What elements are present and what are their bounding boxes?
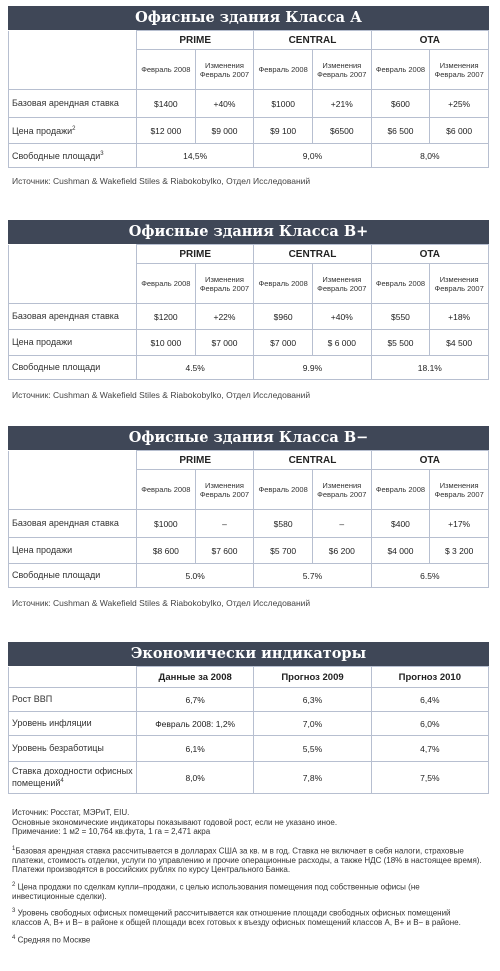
cell: 8,0%: [371, 144, 488, 168]
col-header: Прогноз 2010: [371, 667, 488, 688]
row-label: Базовая арендная ставка: [9, 510, 137, 538]
class-b-plus-title: Офисные здания Класса В+: [8, 220, 489, 244]
market-central: CENTRAL: [254, 245, 371, 264]
source-note: Источник: Cushman & Wakefield Stiles & Riabokobylko, Отдел Исследований: [12, 176, 311, 186]
col-feb: Февраль 2008: [137, 264, 196, 304]
table-row: [9, 736, 489, 762]
source-note: Источник: Cushman & Wakefield Stiles & Riabokobylko, Отдел Исследований: [12, 390, 311, 400]
table-row: [9, 564, 489, 588]
table-row: [9, 118, 489, 144]
table-row: [9, 510, 489, 538]
table-row: [9, 538, 489, 564]
col-change: Изменения Февраль 2007: [312, 470, 371, 510]
economic-indicators-table: [8, 642, 489, 794]
cell: +40%: [312, 304, 371, 330]
cell: $6 000: [430, 118, 489, 144]
cell: 18.1%: [371, 356, 488, 380]
footnote-mark: 4: [60, 777, 64, 784]
row-label-text: Свободные площади: [12, 150, 101, 161]
cell: 14,5%: [137, 144, 254, 168]
cell: $5 500: [371, 330, 430, 356]
table-row: [9, 356, 489, 380]
col-header: Прогноз 2009: [254, 667, 371, 688]
cell: 9.9%: [254, 356, 371, 380]
cell: Февраль 2008: 1,2%: [137, 712, 254, 736]
cell: $12 000: [137, 118, 196, 144]
cell: +22%: [195, 304, 254, 330]
col-change: Изменения Февраль 2007: [195, 50, 254, 90]
cell: $10 000: [137, 330, 196, 356]
notes-source: Источник: Росстат, МЭРиТ, EIU.: [12, 808, 130, 817]
footnote-3: $^3$ Уровень свободных офисных помещений рассчитывается как отношение площади свободных офисных помещений классов А, В+ и В− в районе к общей площади всех готовых к въезду офисных помещений классов А, В+ и В− в районе.: [12, 908, 461, 928]
cell: $ 3 200: [430, 538, 489, 564]
table-row: [9, 144, 489, 168]
row-label: Свободные площади: [9, 356, 137, 380]
market-ota: OTA: [371, 31, 488, 50]
notes-line: Основные экономические индикаторы показывают годовой рост, если не указано иное.: [12, 817, 338, 827]
row-label: [9, 762, 137, 794]
cell: 7,0%: [254, 712, 371, 736]
col-feb: Февраль 2008: [254, 264, 313, 304]
cell: $7 000: [254, 330, 313, 356]
class-b-minus-table: [8, 426, 489, 588]
class-b-minus-title: Офисные здания Класса В−: [8, 426, 489, 450]
cell: $1200: [137, 304, 196, 330]
col-feb: Февраль 2008: [137, 470, 196, 510]
footnote-text: Средняя по Москве: [17, 935, 91, 945]
col-feb: Февраль 2008: [371, 264, 430, 304]
row-label: Цена продажи: [9, 330, 137, 356]
cell: $400: [371, 510, 430, 538]
row-label: Цена продажи: [9, 538, 137, 564]
market-ota: OTA: [371, 245, 488, 264]
notes-line: Примечание: 1 м2 = 10,764 кв.фута, 1 га = 2,471 акра: [12, 827, 211, 836]
col-change: Изменения Февраль 2007: [312, 264, 371, 304]
col-feb: Февраль 2008: [254, 50, 313, 90]
cell: 4,7%: [371, 736, 488, 762]
col-change: Изменения Февраль 2007: [312, 50, 371, 90]
col-change: Изменения Февраль 2007: [430, 50, 489, 90]
footnotes: [12, 808, 482, 951]
cell: +17%: [430, 510, 489, 538]
source-note: Источник: Cushman & Wakefield Stiles & Riabokobylko, Отдел Исследований: [12, 598, 311, 608]
cell: 6,0%: [371, 712, 488, 736]
cell: 7,5%: [371, 762, 488, 794]
cell: +40%: [195, 90, 254, 118]
row-label: Базовая арендная ставка: [9, 304, 137, 330]
col-feb: Февраль 2008: [137, 50, 196, 90]
col-header: Данные за 2008: [137, 667, 254, 688]
cell: $580: [254, 510, 313, 538]
cell: $4 500: [430, 330, 489, 356]
class-b-plus-table: [8, 220, 489, 380]
footnote-mark: 3: [100, 150, 104, 157]
market-prime: PRIME: [137, 245, 254, 264]
cell: $960: [254, 304, 313, 330]
cell: $1400: [137, 90, 196, 118]
cell: $8 600: [137, 538, 196, 564]
cell: 6,7%: [137, 688, 254, 712]
cell: $6 200: [312, 538, 371, 564]
row-label-text: Цена продажи: [12, 125, 73, 136]
cell: $1000: [254, 90, 313, 118]
cell: 4.5%: [137, 356, 254, 380]
cell: $7 600: [195, 538, 254, 564]
footnote-text: Базовая арендная ставка рассчитывается в долларах США за кв. м в год. Ставка не включает в себя налоги, страховые платежи, стоимость отделки, услуги по управлению и прочие операционные расходы, а также НДС (18% в настоящее время). Платежи производятся в российских рублях по курсу Центрального Банка.: [12, 846, 482, 875]
class-a-table: [8, 6, 489, 168]
economic-title: Экономически индикаторы: [8, 642, 489, 666]
cell: $ 6 000: [312, 330, 371, 356]
row-label: Свободные площади: [9, 564, 137, 588]
footnote-4: $^4$ Средняя по Москве: [12, 934, 91, 945]
col-change: Изменения Февраль 2007: [430, 470, 489, 510]
footnote-2: $^2$ Цена продажи по сделкам купли–продажи, с целью использования помещения под собственные офисы (не инвестиционные сделки).: [12, 881, 420, 901]
row-label-text: Ставка доходности офисных помещений: [12, 766, 133, 788]
cell: 6.5%: [371, 564, 488, 588]
cell: 5.0%: [137, 564, 254, 588]
row-label: [9, 144, 137, 168]
cell: +21%: [312, 90, 371, 118]
market-prime: PRIME: [137, 451, 254, 470]
row-label: Уровень безработицы: [9, 736, 137, 762]
market-prime: PRIME: [137, 31, 254, 50]
cell: $9 100: [254, 118, 313, 144]
cell: +18%: [430, 304, 489, 330]
cell: $4 000: [371, 538, 430, 564]
table-row: [9, 330, 489, 356]
cell: 6,1%: [137, 736, 254, 762]
cell: –: [195, 510, 254, 538]
market-ota: OTA: [371, 451, 488, 470]
cell: 6,3%: [254, 688, 371, 712]
cell: $9 000: [195, 118, 254, 144]
cell: $6 500: [371, 118, 430, 144]
col-change: Изменения Февраль 2007: [430, 264, 489, 304]
cell: 5.7%: [254, 564, 371, 588]
row-label: Рост ВВП: [9, 688, 137, 712]
cell: $5 700: [254, 538, 313, 564]
table-row: [9, 712, 489, 736]
cell: 6,4%: [371, 688, 488, 712]
col-change: Изменения Февраль 2007: [195, 470, 254, 510]
class-a-title: Офисные здания Класса А: [8, 6, 489, 30]
cell: –: [312, 510, 371, 538]
footnote-text: Цена продажи по сделкам купли–продажи, с целью использования помещения под собственные офисы (не инвестиционные сделки).: [12, 882, 420, 901]
table-row: [9, 762, 489, 794]
market-central: CENTRAL: [254, 31, 371, 50]
cell: $600: [371, 90, 430, 118]
row-label: Уровень инфляции: [9, 712, 137, 736]
row-label: [9, 118, 137, 144]
table-row: [9, 304, 489, 330]
footnote-mark: 2: [72, 125, 76, 132]
footnote-text: Уровень свободных офисных помещений рассчитывается как отношение площади свободных офисных помещений классов А, В+ и В− в районе к общей площади всех готовых к въезду офисных помещений классов А, В+ и В− в районе.: [12, 908, 461, 928]
cell: 9,0%: [254, 144, 371, 168]
cell: 8,0%: [137, 762, 254, 794]
table-row: [9, 90, 489, 118]
cell: 5,5%: [254, 736, 371, 762]
cell: $550: [371, 304, 430, 330]
cell: $6500: [312, 118, 371, 144]
col-change: Изменения Февраль 2007: [195, 264, 254, 304]
row-label: Базовая арендная ставка: [9, 90, 137, 118]
col-feb: Февраль 2008: [371, 50, 430, 90]
col-feb: Февраль 2008: [371, 470, 430, 510]
market-central: CENTRAL: [254, 451, 371, 470]
footnote-1: $^1$Базовая арендная ставка рассчитывается в долларах США за кв. м в год. Ставка не включает в себя налоги, страховые платежи, стоимость отделки, услуги по управлению и прочие операционные расходы, а также НДС (18% в настоящее время). Платежи производятся в российских рублях по курсу Центрального Банка.: [12, 845, 482, 875]
cell: $1000: [137, 510, 196, 538]
cell: +25%: [430, 90, 489, 118]
cell: 7,8%: [254, 762, 371, 794]
table-row: [9, 688, 489, 712]
cell: $7 000: [195, 330, 254, 356]
col-feb: Февраль 2008: [254, 470, 313, 510]
